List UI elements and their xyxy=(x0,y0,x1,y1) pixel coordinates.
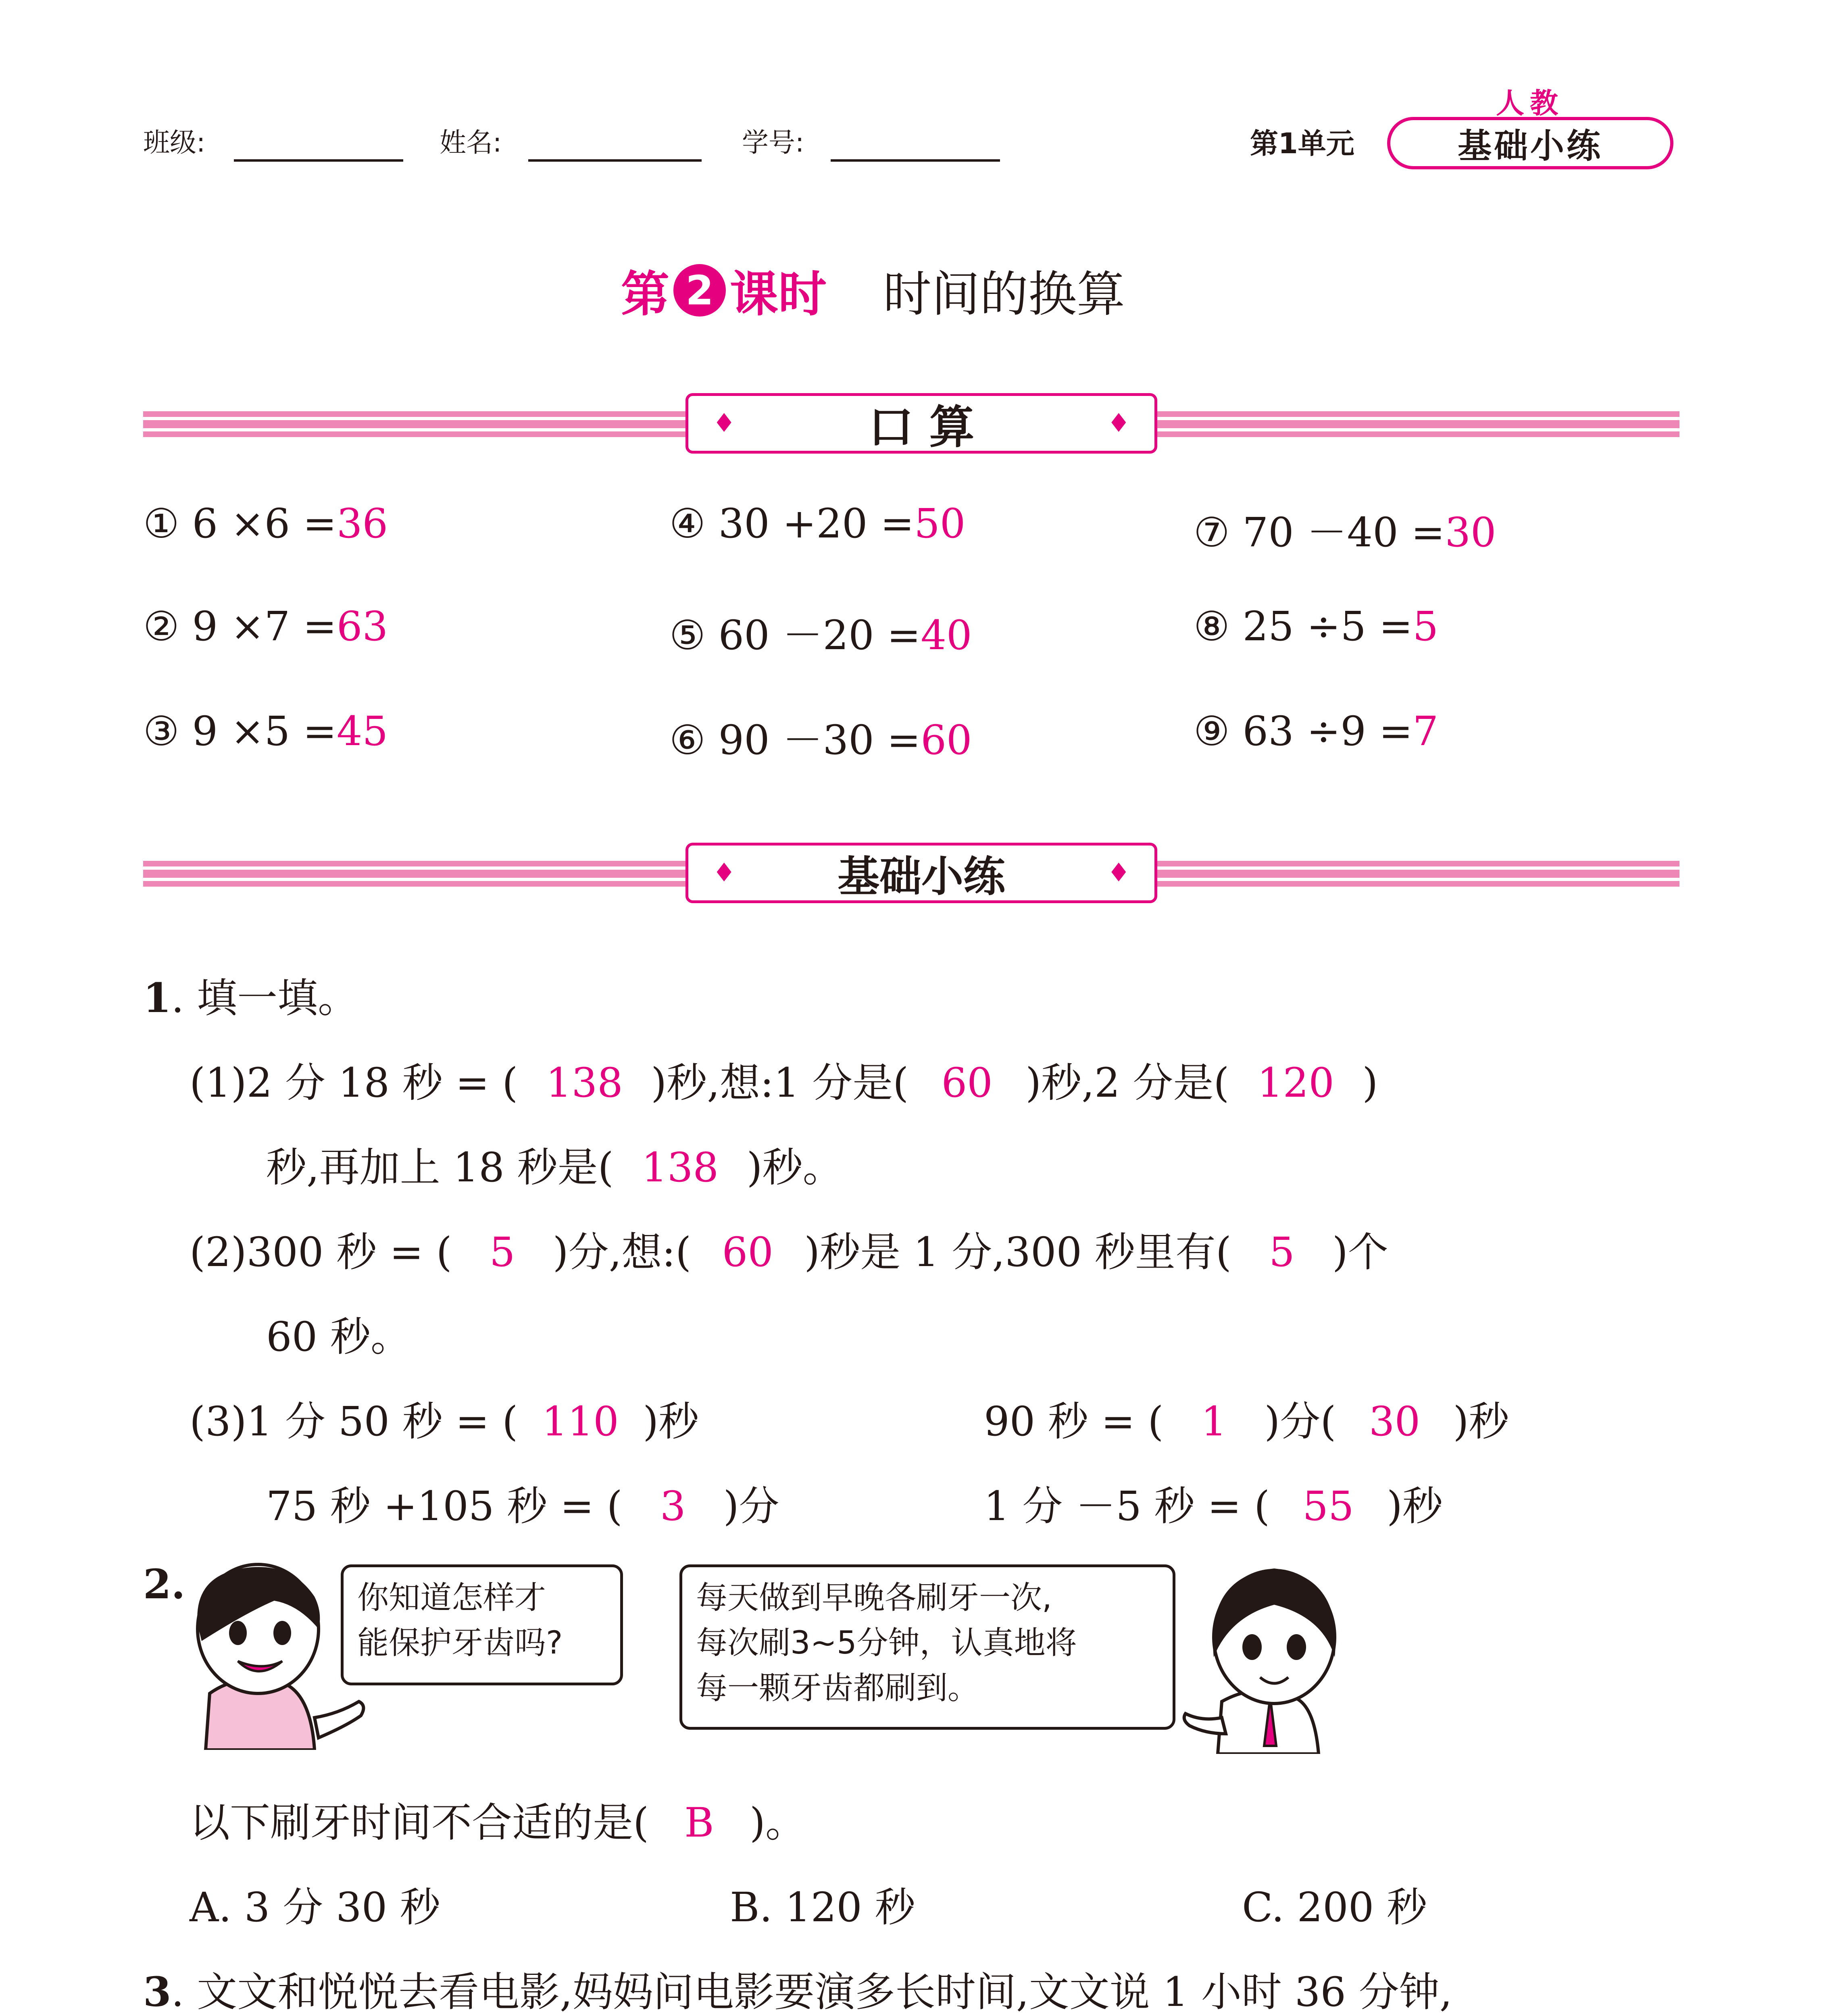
calc-item: ③ 9 ×5 =45 xyxy=(143,708,388,755)
section-title-oral: 口 算 xyxy=(868,401,975,454)
answer-blank: 138 xyxy=(546,1059,623,1106)
q2-label: 2. xyxy=(143,1560,185,1608)
answer-blank: 110 xyxy=(542,1398,619,1445)
q3-text-line1: 3. 文文和悦悦去看电影,妈妈问电影要演多长时间,文文说 1 小时 36 分钟, xyxy=(143,1968,1452,2016)
calc-item: ① 6 ×6 =36 xyxy=(143,500,388,547)
section-header-oral xyxy=(685,393,1157,454)
section-title-practice: 基础小练 xyxy=(837,852,1005,901)
class-blank[interactable] xyxy=(234,159,403,162)
calc-item: ④ 30 +20 =50 xyxy=(669,500,966,547)
q1-part2-line1: (2)300 秒 = ( 5 )分,想:( 60 )秒是 1 分,300 秒里有( 5 )个 xyxy=(190,1229,1388,1276)
diamond-icon: ♦ xyxy=(1107,408,1130,438)
answer-blank: 5 xyxy=(489,1229,515,1276)
answer-blank: 5 xyxy=(1269,1229,1295,1276)
diamond-icon: ♦ xyxy=(1107,858,1130,888)
q1-part2-line2: 60 秒。 xyxy=(266,1313,411,1360)
lesson-number-badge xyxy=(673,264,726,317)
lesson-title xyxy=(621,258,1125,323)
calc-item: ⑧ 25 ÷5 =5 xyxy=(1194,603,1439,650)
lesson-suffix: 课时 xyxy=(730,267,827,323)
diamond-icon: ♦ xyxy=(713,858,736,888)
calc-item: ⑦ 70 －40 =30 xyxy=(1194,509,1496,556)
answer-blank: B xyxy=(684,1799,714,1846)
id-blank[interactable] xyxy=(831,159,1000,162)
class-label: 班级: xyxy=(143,127,206,158)
lesson-prefix: 第 xyxy=(621,267,669,323)
girl-illustration xyxy=(1177,1560,1371,1754)
brand-top-label: 人教 xyxy=(1496,87,1564,120)
answer-blank: 55 xyxy=(1302,1483,1354,1530)
girl-speech-bubble: 每天做到早晚各刷牙一次, 每次刷3~5分钟，认真地将 每一颗牙齿都刷到。 xyxy=(679,1564,1175,1730)
q2-option-a: A. 3 分 30 秒 xyxy=(190,1884,441,1931)
section-header-practice xyxy=(685,843,1157,903)
q2-option-b: B. 120 秒 xyxy=(730,1884,915,1931)
answer-blank: 120 xyxy=(1257,1059,1334,1106)
diamond-icon: ♦ xyxy=(713,408,736,438)
answer-blank: 138 xyxy=(642,1144,719,1191)
brand-label: 基础小练 xyxy=(1457,126,1603,166)
name-blank[interactable] xyxy=(528,159,702,162)
answer-blank: 30 xyxy=(1369,1398,1421,1445)
calc-item: ② 9 ×7 =63 xyxy=(143,603,388,650)
calc-item: ⑤ 60 －20 =40 xyxy=(669,612,972,659)
name-label: 姓名: xyxy=(440,127,502,158)
q2-option-c: C. 200 秒 xyxy=(1242,1884,1427,1931)
lesson-name: 时间的换算 xyxy=(883,267,1125,323)
answer-blank: 3 xyxy=(660,1483,686,1530)
q1-part3-a: (3)1 分 50 秒 = ( 110 )秒 xyxy=(190,1398,699,1445)
calc-item: ⑨ 63 ÷9 =7 xyxy=(1194,708,1439,755)
q1-part1-line2: 秒,再加上 18 秒是( 138 )秒。 xyxy=(266,1144,843,1191)
unit-label: 第1单元 xyxy=(1250,127,1354,160)
q1-part3-c: 75 秒 +105 秒 = ( 3 )分 xyxy=(266,1483,779,1530)
answer-blank: 1 xyxy=(1201,1398,1227,1445)
id-label: 学号: xyxy=(742,127,804,158)
q2-question: 以下刷牙时间不合适的是( B )。 xyxy=(190,1799,806,1846)
q1-part1-line1: (1)2 分 18 秒 = ( 138 )秒,想:1 分是( 60 )秒,2 分是( 120 ) xyxy=(190,1059,1378,1106)
answer-blank: 60 xyxy=(941,1059,993,1106)
calc-item: ⑥ 90 －30 =60 xyxy=(669,716,972,764)
answer-blank: 60 xyxy=(722,1229,773,1276)
q1-part3-d: 1 分 －5 秒 = ( 55 )秒 xyxy=(984,1483,1443,1530)
boy-speech-bubble: 你知道怎样才 能保护牙齿吗? xyxy=(341,1564,623,1685)
q1-part3-b: 90 秒 = ( 1 )分( 30 )秒 xyxy=(984,1398,1509,1445)
brand-badge xyxy=(1387,117,1673,169)
lesson-number: 2 xyxy=(685,267,714,314)
q1-title: 1. 填一填。 xyxy=(143,974,358,1022)
